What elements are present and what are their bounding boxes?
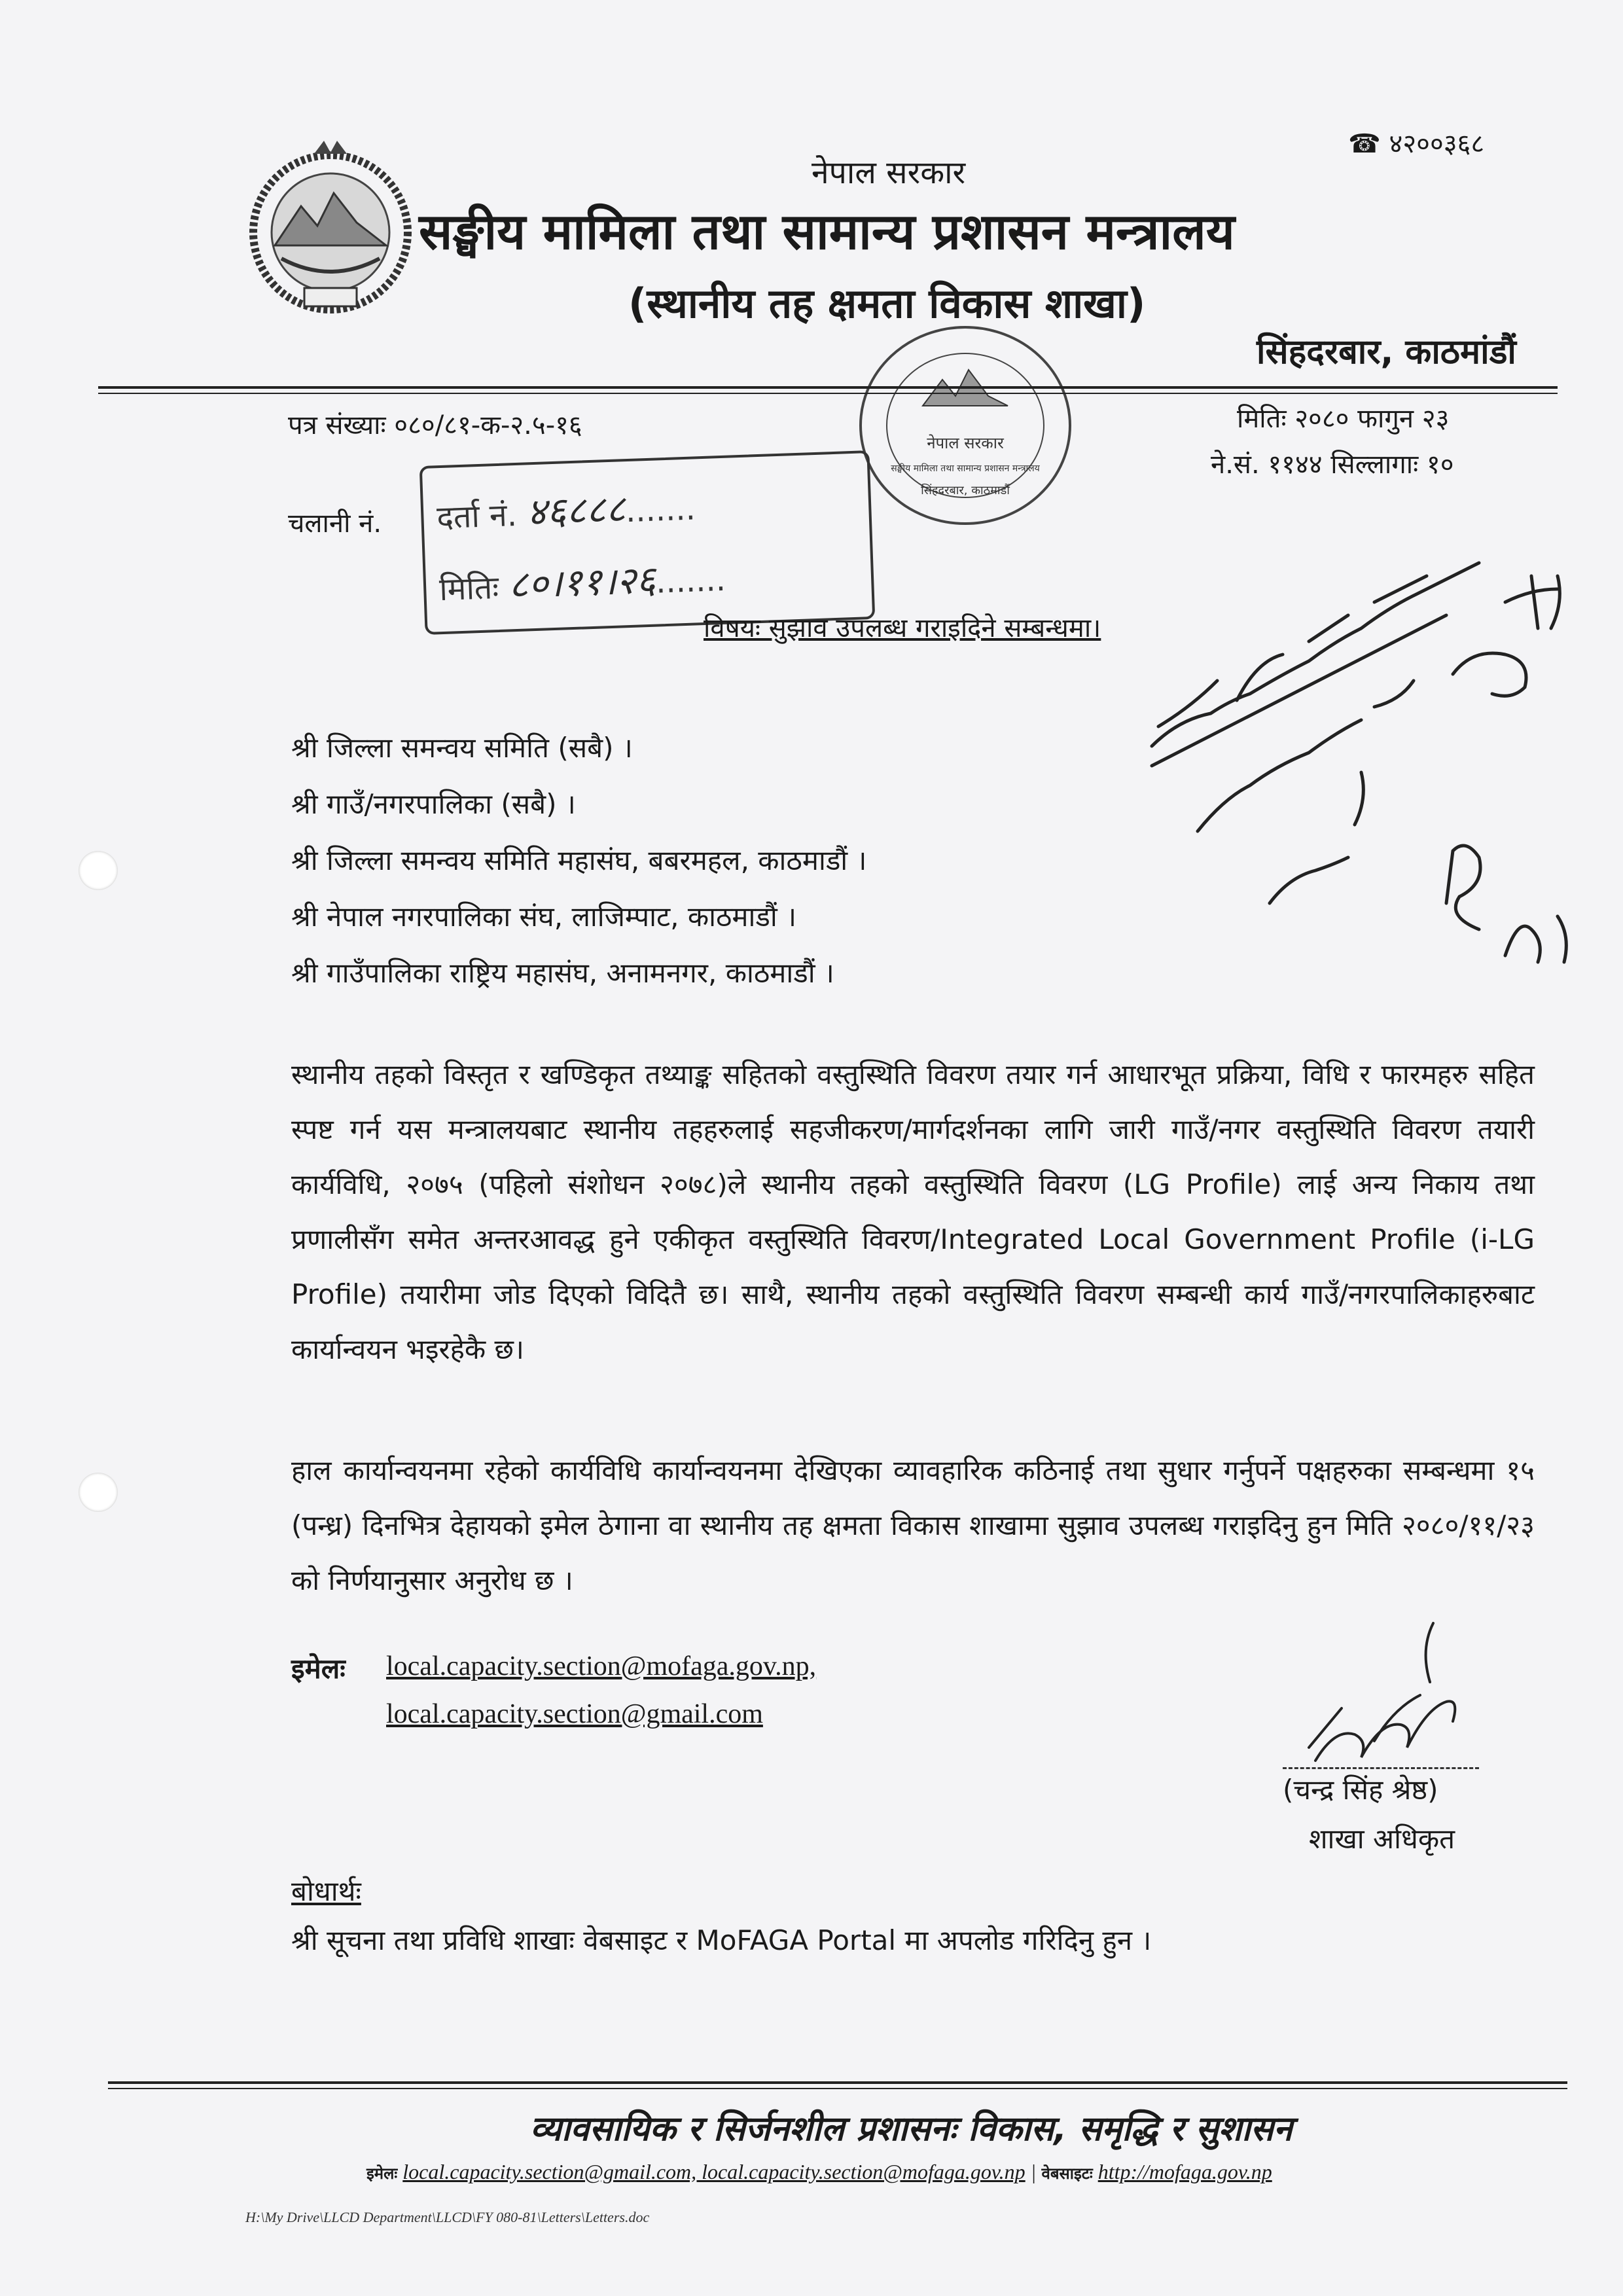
body-paragraph-2: हाल कार्यान्वयनमा रहेको कार्यविधि कार्यान्वयनमा देखिएका व्यावहारिक कठिनाई तथा सुधार गर्नुपर्ने पक्षहरुका सम्बन्धमा १५ (पन्ध्र) दिनभित्र देहायको इमेल ठेगाना वा स्थानीय तह क्षमता विकास शाखामा सुझाव उपलब्ध गराइदिनु हुन मिति २०८०/११/२३ को निर्णयानुसार अनुरोध छ । <box>291 1454 1535 1596</box>
stamp-miti-label: मितिः <box>438 569 499 609</box>
phone-number: ☎ ४२००३६८ <box>1348 129 1485 159</box>
stamp-miti-value: ८०।११।२६ <box>507 557 656 607</box>
punch-hole <box>79 851 118 890</box>
registration-stamp <box>419 450 876 635</box>
nepal-samvat-date: ने.सं. ११४४ सिल्लागाः १० <box>1211 450 1454 480</box>
recipient-item: श्री जिल्ला समन्वय समिति महासंघ, बबरमहल, काठमाडौं । <box>291 844 867 876</box>
office-location: सिंहदरबार, काठमांडौं <box>1257 332 1516 372</box>
seal-line2: सङ्घीय मामिला तथा सामान्य प्रशासन मन्त्रालय <box>891 463 1040 474</box>
stamp-miti-row: मितिः ८०।११।२६....... <box>438 557 726 609</box>
recipient-item: श्री गाउँ/नगरपालिका (सबै) । <box>291 788 576 820</box>
handwritten-note <box>1139 550 1584 969</box>
official-seal <box>851 314 1080 537</box>
footer-email-label: इमेलः <box>366 2164 398 2183</box>
signer-name: (चन्द्र सिंह श्रेष्ठ) <box>1283 1774 1438 1806</box>
branch-name: (स्थानीय तह क्षमता विकास शाखा) <box>628 279 1146 327</box>
footer-email-links[interactable]: local.capacity.section@gmail.com, local.capacity.section@mofaga.gov.np <box>402 2160 1026 2183</box>
footer-contact: इमेलः local.capacity.section@gmail.com, local.capacity.section@mofaga.gov.np | वेबसाइटः http://mofaga.gov.np <box>366 2160 1272 2183</box>
signer-role: शाखा अधिकृत <box>1309 1823 1455 1855</box>
signature-line <box>1283 1767 1479 1769</box>
cc-text: श्री सूचना तथा प्रविधि शाखाः वेबसाइट र MoFAGA Portal मा अपलोड गरिदिनु हुन । <box>291 1924 1152 1956</box>
nepal-emblem-icon <box>236 134 425 324</box>
footer-divider <box>108 2081 1567 2089</box>
letter-number: पत्र संख्याः ०८०/८१-क-२.५-१६ <box>288 410 582 440</box>
punch-hole <box>79 1473 118 1512</box>
phone-icon: ☎ <box>1348 129 1381 159</box>
seal-line1: नेपाल सरकार <box>927 434 1004 452</box>
letter-subject: विषयः सुझाव उपलब्ध गराइदिने सम्बन्धमा। <box>704 613 1101 643</box>
cc-label: बोधार्थः <box>291 1875 361 1907</box>
signature-scrawl <box>1296 1610 1479 1780</box>
ministry-name: सङ्घीय मामिला तथा सामान्य प्रशासन मन्त्रालय <box>419 202 1235 260</box>
email-link-gmail[interactable]: local.capacity.section@gmail.com <box>386 1699 763 1729</box>
chalani-label: चलानी नं. <box>288 509 382 539</box>
file-path: H:\My Drive\LLCD Department\LLCD\FY 080-81\Letters\Letters.doc <box>245 2209 650 2225</box>
recipient-list <box>291 720 866 1001</box>
header-divider <box>98 386 1558 394</box>
footer-website-link[interactable]: http://mofaga.gov.np <box>1097 2160 1272 2183</box>
government-name: नेपाल सरकार <box>812 154 966 191</box>
email-label: इमेलः <box>291 1653 346 1685</box>
letter-date: मितिः २०८० फागुन २३ <box>1237 404 1450 434</box>
recipient-item: श्री गाउँपालिका राष्ट्रिय महासंघ, अनामनगर, काठमाडौं । <box>291 957 834 989</box>
recipient-item: श्री जिल्ला समन्वय समिति (सबै) । <box>291 732 633 764</box>
footer-motto: व्यावसायिक र सिर्जनशील प्रशासनः विकास, समृद्धि र सुशासन <box>530 2109 1293 2149</box>
stamp-darta-row: दर्ता नं. ४६८८८....... <box>436 486 696 537</box>
stamp-darta-value: ४६८८८ <box>526 486 626 535</box>
seal-line3: सिंहदरबार, काठमाडौं <box>921 484 1010 497</box>
email-link-mofaga[interactable]: local.capacity.section@mofaga.gov.np, <box>386 1651 817 1681</box>
footer-website-label: वेबसाइटः <box>1041 2164 1093 2183</box>
body-paragraph-1: स्थानीय तहको विस्तृत र खण्डिकृत तथ्याङ्क सहितको वस्तुस्थिति विवरण तयार गर्न आधारभूत प्रक्रिया, विधि र फारमहरु सहित स्पष्ट गर्न यस मन्त्रालयबाट स्थानीय तहहरुलाई सहजीकरण/मार्गदर्शनका लागि जारी गाउँ/नगर वस्तुस्थिति विवरण तयारी कार्यविधि, २०७५ (पहिलो संशोधन २०७८)ले स्थानीय तहको वस्तुस्थिति विवरण (LG Profile) लाई अन्य निकाय तथा प्रणालीसँग समेत अन्तरआवद्ध हुने एकीकृत वस्तुस्थिति विवरण/Integrated Local Government Profile (i-LG Profile) तयारीमा जोड दिएको विदितै छ। साथै, स्थानीय तहको वस्तुस्थिति विवरण सम्बन्धी कार्य गाउँ/नगरपालिकाहरुबाट कार्यान्वयन भइरहेकै छ। <box>291 1058 1535 1365</box>
recipient-item: श्री नेपाल नगरपालिका संघ, लाजिम्पाट, काठमाडौं । <box>291 901 797 933</box>
stamp-darta-label: दर्ता नं. <box>436 496 518 537</box>
